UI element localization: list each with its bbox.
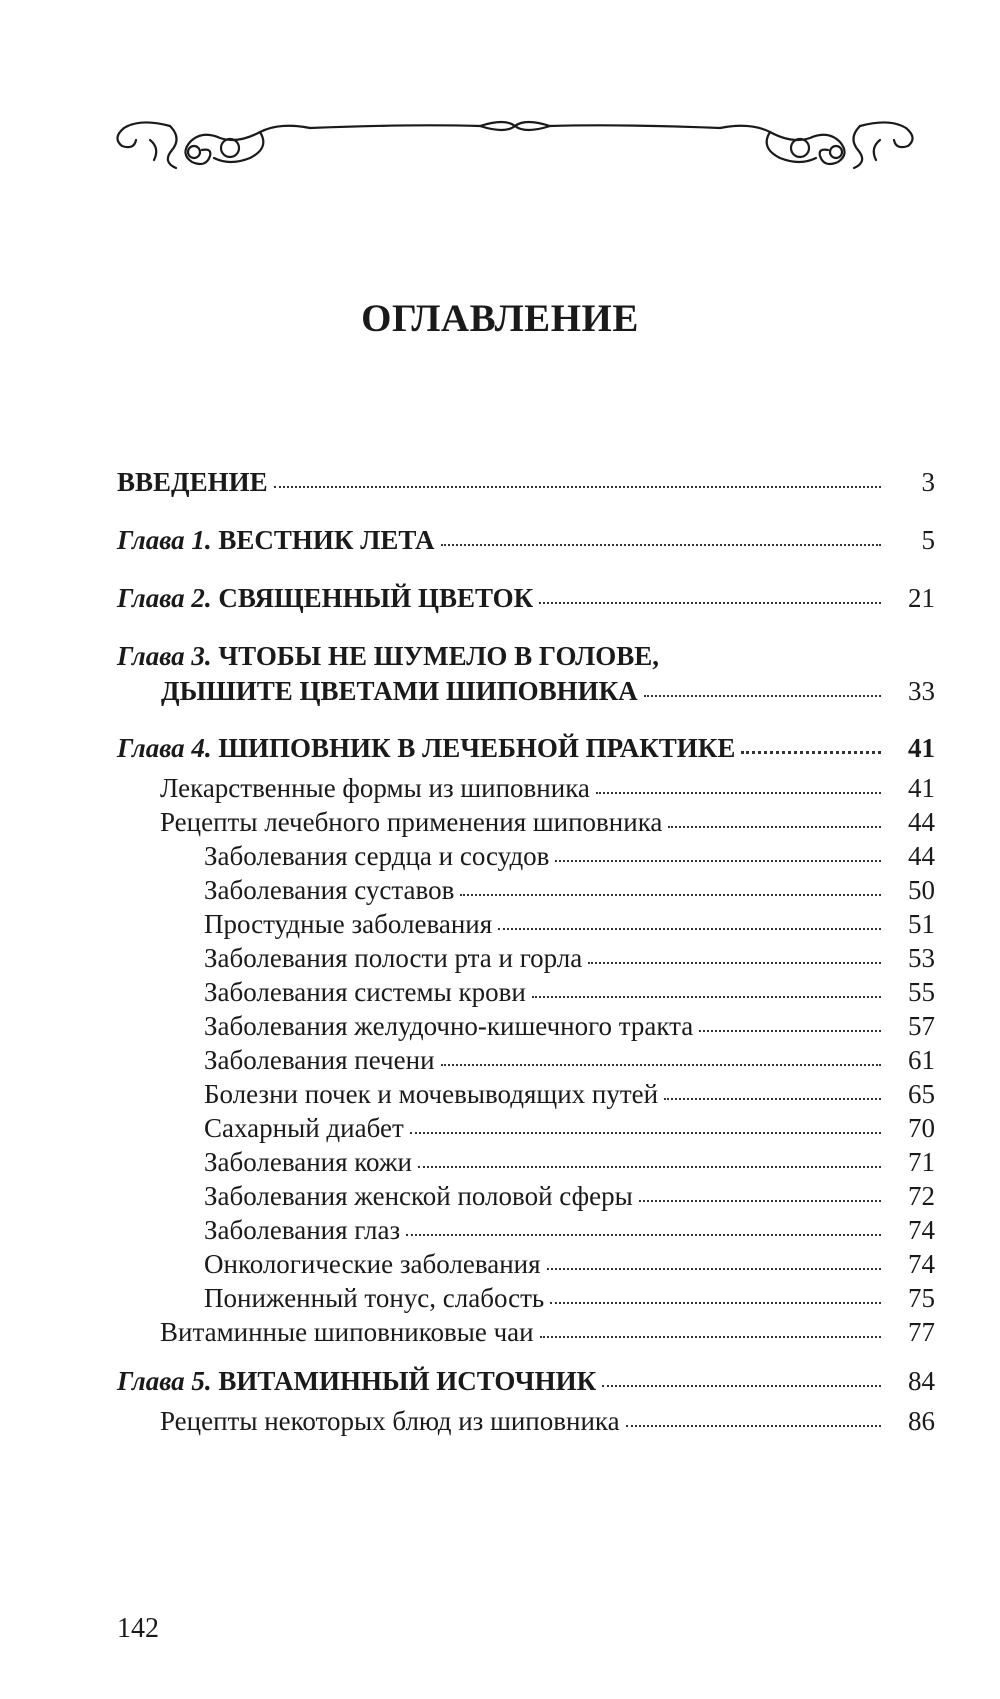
dot-leader: [644, 695, 881, 697]
toc-page-number: 72: [908, 1181, 935, 1211]
toc-entry-label: Заболевания кожи: [204, 1147, 412, 1177]
dot-leader: [588, 962, 881, 964]
toc-entry-label: Лекарственные формы из шиповника: [160, 773, 590, 803]
page-title: ОГЛАВЛЕНИЕ: [361, 297, 639, 340]
toc-entry-chapter-5[interactable]: [117, 1366, 935, 1397]
toc-page-number: 77: [908, 1317, 935, 1347]
toc-page-number: 57: [908, 1011, 935, 1041]
chapter-prefix: Глава 1.: [117, 525, 212, 555]
toc-page-number: 61: [908, 1045, 935, 1075]
toc-entry-label: Заболевания глаз: [204, 1215, 401, 1245]
toc-entry-label: Рецепты некоторых блюд из шиповника: [160, 1406, 620, 1436]
toc-entry-subsection[interactable]: [204, 1045, 935, 1076]
toc-page-number: 74: [908, 1215, 935, 1245]
dot-leader: [741, 751, 881, 754]
toc-entry-label: ШИПОВНИК В ЛЕЧЕБНОЙ ПРАКТИКЕ: [218, 733, 736, 763]
toc-entry-label: Пониженный тонус, слабость: [204, 1283, 545, 1313]
toc-page-number: 3: [921, 467, 935, 497]
toc-page-number: 51: [908, 909, 935, 939]
toc-entry-label: ВВЕДЕНИЕ: [117, 467, 268, 497]
toc-entry-chapter-1[interactable]: [117, 525, 935, 556]
toc-page-number: 44: [908, 841, 935, 871]
dot-leader: [550, 1302, 881, 1304]
toc-entry-subsection[interactable]: [204, 1215, 935, 1246]
toc-entry-label: Сахарный диабет: [204, 1113, 404, 1143]
chapter-prefix: Глава 3.: [117, 641, 212, 671]
dot-leader: [602, 1385, 881, 1387]
toc-page-number: 44: [908, 807, 935, 837]
page-number: 142: [117, 1613, 159, 1644]
dot-leader: [639, 1200, 881, 1202]
toc-entry-label: Болезни почек и мочевыводящих путей: [204, 1079, 659, 1109]
dot-leader: [540, 1336, 881, 1338]
dot-leader: [626, 1425, 881, 1427]
toc-entry-subsection[interactable]: [204, 977, 935, 1008]
toc-entry-subsection[interactable]: [204, 1079, 935, 1110]
toc-page-number: 86: [908, 1406, 935, 1436]
toc-page-number: 41: [908, 733, 935, 763]
dot-leader: [699, 1030, 881, 1032]
toc-entry-subsection[interactable]: [204, 1283, 935, 1314]
dot-leader: [460, 894, 881, 896]
toc-entry-section[interactable]: [160, 773, 935, 804]
toc-entry-subsection[interactable]: [204, 875, 935, 906]
dot-leader: [441, 1064, 881, 1066]
toc-entry-label: Заболевания полости рта и горла: [204, 943, 583, 973]
toc-page-number: 75: [908, 1283, 935, 1313]
dot-leader: [596, 792, 881, 794]
dot-leader: [406, 1234, 881, 1236]
dot-leader: [555, 860, 881, 862]
toc-page-number: 71: [908, 1147, 935, 1177]
toc-page-number: 70: [908, 1113, 935, 1143]
toc-entry-subsection[interactable]: [204, 1249, 935, 1280]
decorative-scroll-ornament: [110, 108, 920, 188]
dot-leader: [498, 928, 881, 930]
toc-entry-label: ЧТОБЫ НЕ ШУМЕЛО В ГОЛОВЕ,: [218, 641, 659, 671]
toc-entry-label: Заболевания сердца и сосудов: [204, 841, 550, 871]
chapter-prefix: Глава 2.: [117, 583, 212, 613]
toc-entry-subsection[interactable]: [204, 1011, 935, 1042]
toc-entry-label: ВЕСТНИК ЛЕТА: [218, 525, 435, 555]
toc-page-number: 21: [908, 583, 935, 613]
toc-entry-label: Заболевания суставов: [204, 875, 455, 905]
toc-entry-label: Рецепты лечебного применения шиповника: [160, 807, 663, 837]
toc-entry-section[interactable]: [160, 1317, 935, 1348]
toc-entry-subsection[interactable]: [204, 1113, 935, 1144]
toc-page-number: 50: [908, 875, 935, 905]
toc-entry-chapter-4[interactable]: [117, 733, 935, 764]
dot-leader: [532, 996, 881, 998]
toc-entry-label: ВИТАМИННЫЙ ИСТОЧНИК: [218, 1366, 597, 1396]
toc-entry-chapter-3-line-1[interactable]: [117, 641, 935, 672]
toc-entry-chapter-2[interactable]: [117, 583, 935, 614]
toc-page-number: 53: [908, 943, 935, 973]
toc-entry-chapter-3-line-2[interactable]: [161, 676, 935, 707]
toc-page-number: 41: [908, 773, 935, 803]
toc-entry-subsection[interactable]: [204, 1181, 935, 1212]
toc-entry-label: Заболевания желудочно-кишечного тракта: [204, 1011, 694, 1041]
toc-entry-label: Заболевания женской половой сферы: [204, 1181, 633, 1211]
toc-page-number: 65: [908, 1079, 935, 1109]
dot-leader: [410, 1132, 881, 1134]
toc-entry-label: Онкологические заболевания: [204, 1249, 541, 1279]
toc-entry-subsection[interactable]: [204, 1147, 935, 1178]
dot-leader: [664, 1098, 881, 1100]
dot-leader: [547, 1268, 881, 1270]
toc-page-number: 33: [908, 676, 935, 706]
dot-leader: [274, 486, 881, 488]
chapter-prefix: Глава 4.: [117, 733, 212, 763]
toc-entry-subsection[interactable]: [204, 841, 935, 872]
dot-leader: [668, 826, 881, 828]
toc-entry-label: Витаминные шиповниковые чаи: [160, 1317, 534, 1347]
dot-leader: [441, 544, 881, 546]
toc-page-number: 74: [908, 1249, 935, 1279]
toc-page-number: 84: [908, 1366, 935, 1396]
dot-leader: [539, 602, 881, 604]
dot-leader: [418, 1166, 881, 1168]
toc-entry-label: Простудные заболевания: [204, 909, 493, 939]
toc-entry-introduction[interactable]: [117, 467, 935, 498]
toc-entry-label: Заболевания печени: [204, 1045, 435, 1075]
toc-entry-subsection[interactable]: [204, 909, 935, 940]
toc-page-number: 55: [908, 977, 935, 1007]
toc-entry-label: Заболевания системы крови: [204, 977, 526, 1007]
toc-entry-label: СВЯЩЕННЫЙ ЦВЕТОК: [218, 583, 534, 613]
toc-entry-label: ДЫШИТЕ ЦВЕТАМИ ШИПОВНИКА: [161, 676, 638, 706]
toc-entry-section[interactable]: [160, 807, 935, 838]
toc-entry-subsection[interactable]: [204, 943, 935, 974]
toc-entry-section[interactable]: [160, 1406, 935, 1437]
toc-page-number: 5: [921, 525, 935, 555]
chapter-prefix: Глава 5.: [117, 1366, 212, 1396]
